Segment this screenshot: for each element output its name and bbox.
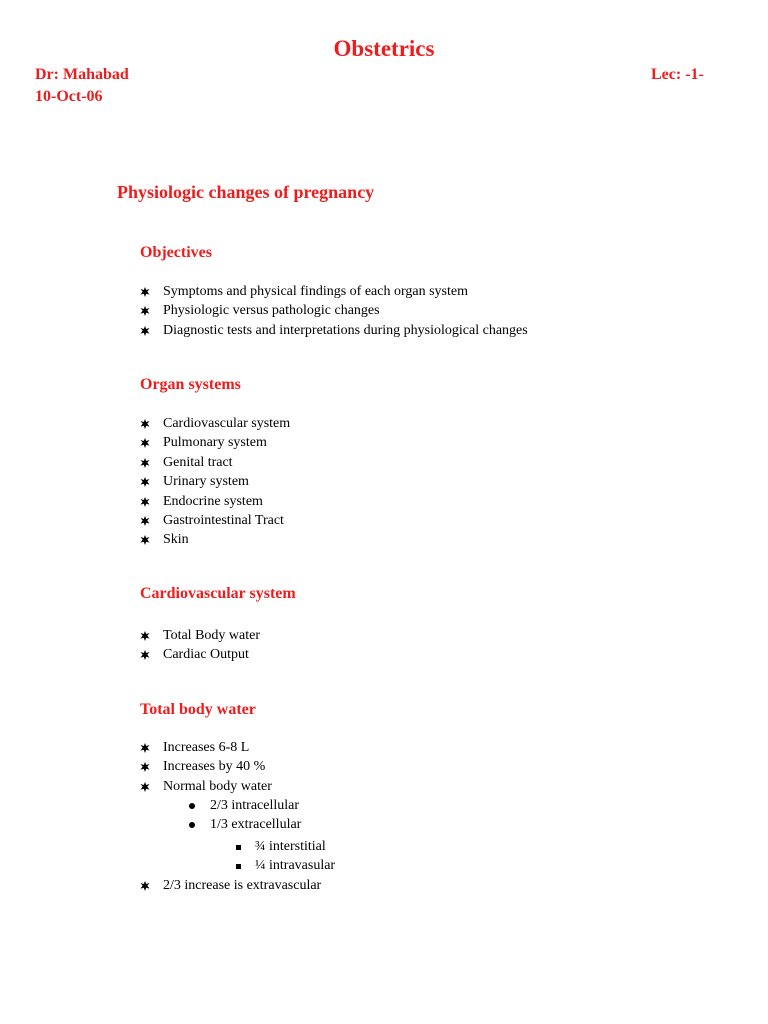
star-bullet-icon: [140, 631, 150, 641]
list-item: Skin: [140, 530, 290, 549]
star-bullet-icon: [140, 497, 150, 507]
star-bullet-icon: [140, 438, 150, 448]
list-item: ¼ intravasular: [255, 856, 335, 875]
list-item: Total Body water: [140, 626, 260, 645]
list-item: 2/3 increase is extravascular: [140, 876, 321, 895]
list-item: Cardiovascular system: [140, 414, 290, 433]
list-item: Pulmonary system: [140, 433, 290, 452]
list-item: Diagnostic tests and interpretations during physiological changes: [140, 321, 528, 340]
square-bullet-icon: [236, 864, 241, 869]
section-heading-total-body-water: Total body water: [140, 701, 256, 718]
section-heading-cardiovascular: Cardiovascular system: [140, 585, 296, 602]
star-bullet-icon: [140, 287, 150, 297]
section-heading-objectives: Objectives: [140, 244, 212, 261]
star-bullet-icon: [140, 743, 150, 753]
list-item: 1/3 extracellular: [210, 815, 301, 834]
list-item: Cardiac Output: [140, 645, 260, 664]
document-title: Obstetrics: [333, 36, 435, 61]
list-item: Symptoms and physical findings of each organ system: [140, 282, 528, 301]
star-bullet-icon: [140, 782, 150, 792]
list-item: 2/3 intracellular: [210, 796, 301, 815]
list-item: Normal body water: [140, 777, 272, 796]
list-item: Endocrine system: [140, 492, 290, 511]
star-bullet-icon: [140, 306, 150, 316]
list-item: ¾ interstitial: [255, 837, 335, 856]
section-heading-organ-systems: Organ systems: [140, 376, 241, 393]
star-bullet-icon: [140, 762, 150, 772]
star-bullet-icon: [140, 458, 150, 468]
normal-body-water-sublist: [210, 796, 301, 835]
list-item: Increases by 40 %: [140, 757, 272, 776]
list-item: Physiologic versus pathologic changes: [140, 301, 528, 320]
star-bullet-icon: [140, 516, 150, 526]
author-name: Dr: Mahabad: [35, 66, 129, 83]
star-bullet-icon: [140, 477, 150, 487]
total-body-water-list: [140, 738, 272, 796]
total-body-water-list-end: [140, 876, 321, 895]
star-bullet-icon: [140, 535, 150, 545]
list-item: Urinary system: [140, 472, 290, 491]
star-bullet-icon: [140, 419, 150, 429]
lecture-number: Lec: -1-: [651, 66, 704, 83]
main-heading: Physiologic changes of pregnancy: [117, 182, 375, 202]
objectives-list: [140, 282, 528, 340]
extracellular-sublist: [255, 837, 335, 876]
square-bullet-icon: [236, 845, 241, 850]
lecture-date: 10-Oct-06: [35, 88, 103, 105]
dot-bullet-icon: [189, 822, 195, 828]
cardiovascular-list: [140, 626, 260, 665]
organ-systems-list: [140, 414, 290, 550]
list-item: Increases 6-8 L: [140, 738, 272, 757]
star-bullet-icon: [140, 326, 150, 336]
star-bullet-icon: [140, 650, 150, 660]
list-item: Genital tract: [140, 453, 290, 472]
dot-bullet-icon: [189, 803, 195, 809]
list-item: Gastrointestinal Tract: [140, 511, 290, 530]
star-bullet-icon: [140, 881, 150, 891]
